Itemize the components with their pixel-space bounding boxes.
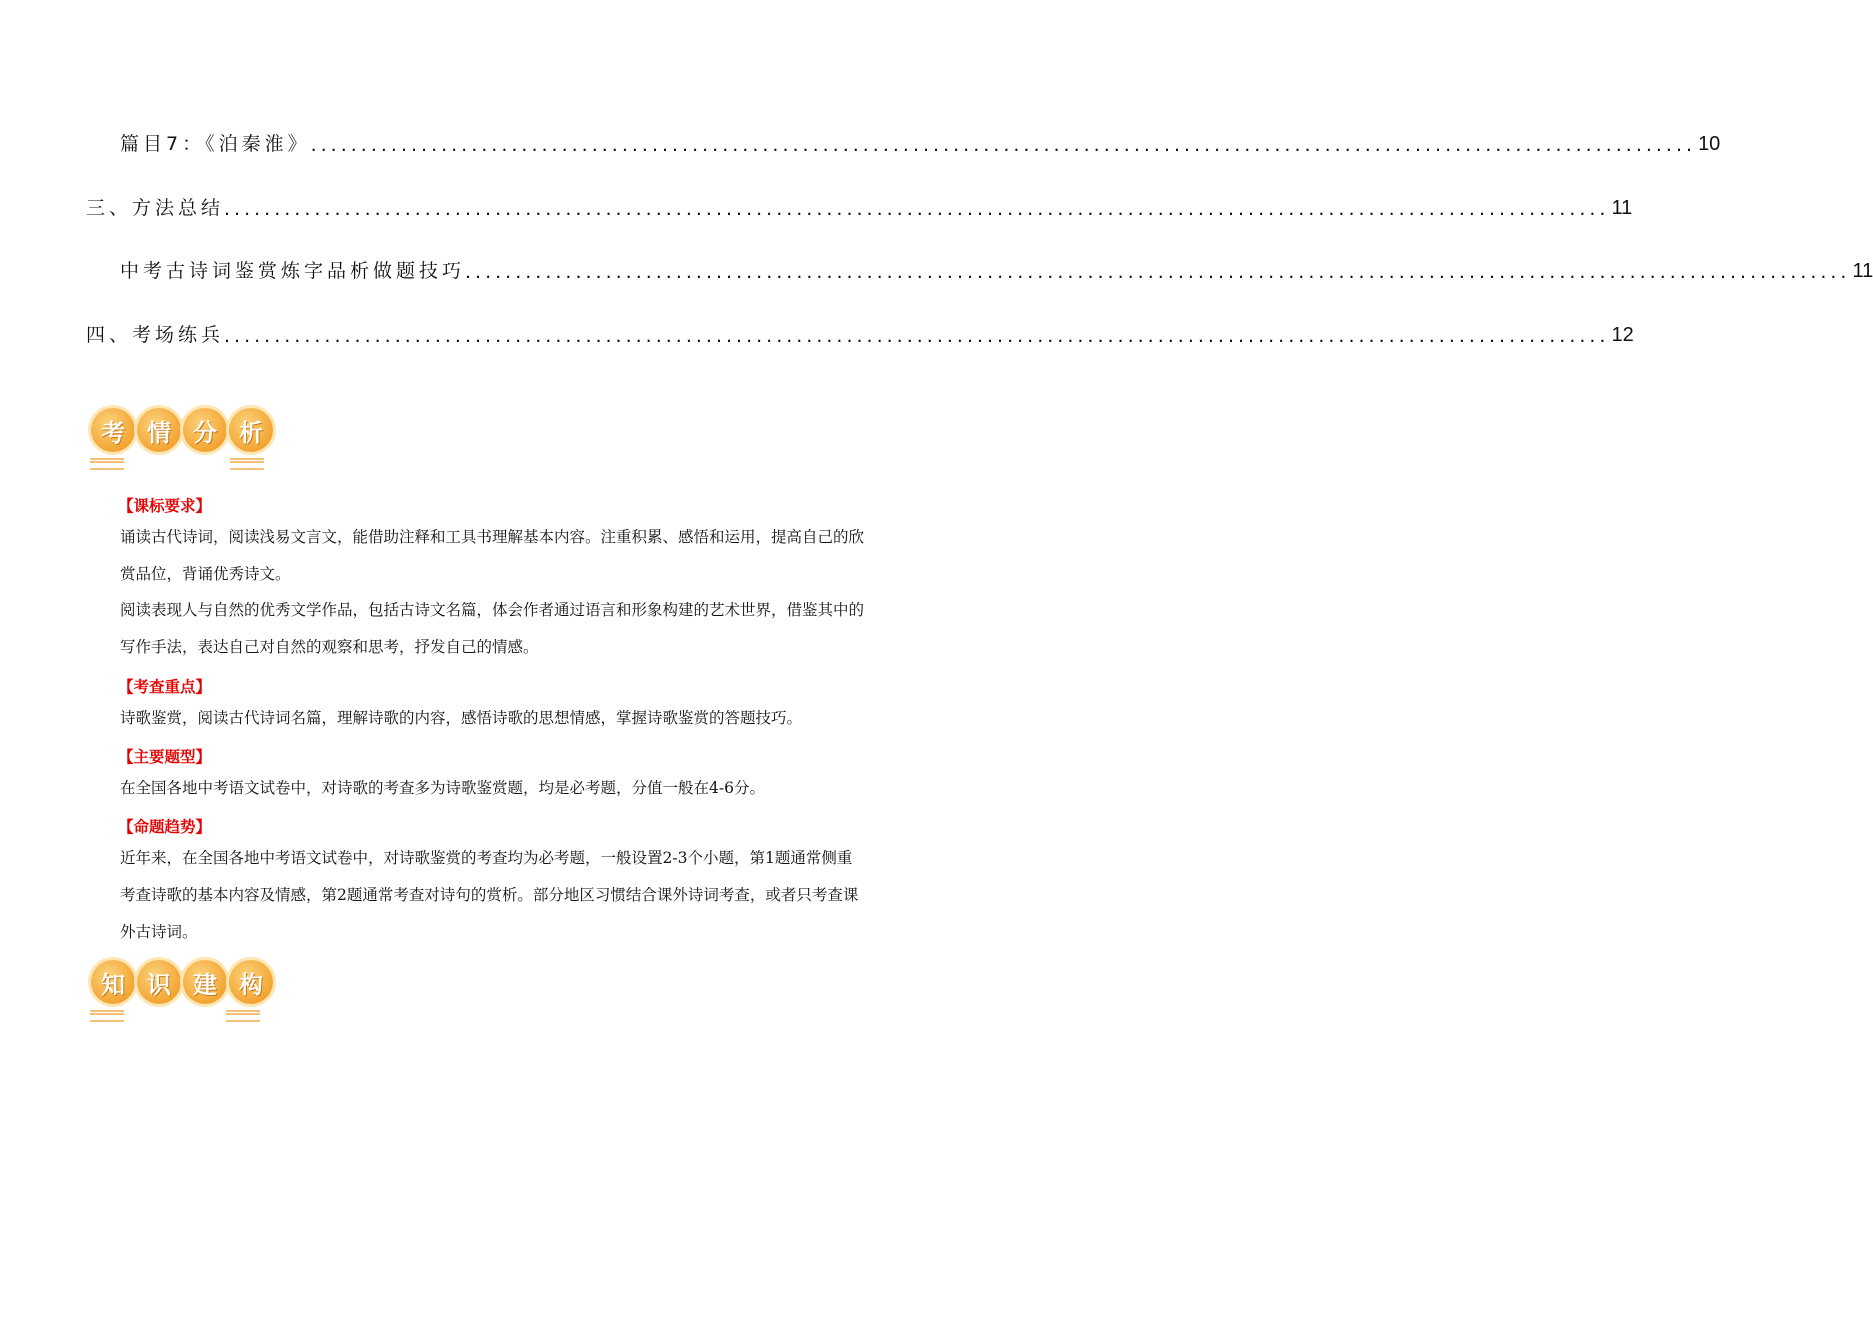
toc-entry[interactable] [120, 251, 1873, 283]
toc-entry-page: 10 [1698, 133, 1721, 155]
section-label: 【考查重点】 [118, 678, 212, 696]
toc-entry[interactable] [86, 315, 1634, 347]
section-banner-knowledge [86, 956, 276, 1022]
paragraph [86, 592, 864, 666]
toc-entry-title: 四、考场练兵 [86, 324, 225, 346]
toc-entry-title: 中考古诗词鉴赏炼字品析做题技巧 [120, 260, 466, 282]
paragraph-text: 阅读表现人与自然的优秀文学作品，包括古诗文名篇，体会作者通过语言和形象构建的艺术世界，借鉴其中的写作手法，表达自己对自然的观察和思考，抒发自己的情感。 [120, 601, 865, 656]
paragraph-text: 诗歌鉴赏，阅读古代诗词名篇，理解诗歌的内容，感悟诗歌的思想情感，掌握诗歌鉴赏的答题技巧。 [120, 709, 803, 727]
banner-char: 识 [137, 960, 181, 1004]
toc-leader-dots: .......................................................................................................................................... [310, 134, 1697, 156]
paragraph-text: 近年来，在全国各地中考语文试卷中，对诗歌鉴赏的考查均为必考题，一般设置2-3个小题，第1题通常侧重考查诗歌的基本内容及情感，第2题通常考查对诗句的赏析。部分地区习惯结合课外诗词考查，或者只考查课外古诗词。 [120, 849, 859, 941]
banner-char: 考 [91, 408, 135, 452]
toc-entry-page: 11 [1852, 260, 1873, 282]
banner-decoration-right [230, 458, 264, 470]
banner-char: 知 [91, 960, 135, 1004]
banner-decoration-left [90, 458, 124, 470]
banner-char: 构 [229, 960, 273, 1004]
banner-char: 情 [137, 408, 181, 452]
toc-entry-page: 11 [1611, 197, 1633, 219]
toc-entry[interactable] [86, 188, 1633, 220]
toc-entry[interactable] [120, 124, 1721, 156]
toc-entry-title: 三、方法总结 [86, 197, 225, 219]
toc-leader-dots: .......................................................................................................................................... [465, 261, 1851, 283]
banner-char: 析 [229, 408, 273, 452]
toc-leader-dots: .......................................................................................................................................... [224, 198, 1610, 220]
banner-char: 分 [183, 408, 227, 452]
section-label: 【命题趋势】 [118, 818, 212, 836]
paragraph-text: 在全国各地中考语文试卷中，对诗歌的考查多为诗歌鉴赏题，均是必考题，分值一般在4-6分。 [120, 779, 765, 797]
banner-char: 建 [183, 960, 227, 1004]
section-banner-analysis [86, 404, 276, 470]
banner-decoration-left [90, 1010, 124, 1022]
section-label: 【主要题型】 [118, 748, 212, 766]
section-label: 【课标要求】 [118, 497, 212, 515]
toc-entry-title: 篇目7：《泊秦淮》 [120, 133, 311, 155]
banner-decoration-right [226, 1010, 260, 1022]
paragraph [86, 770, 864, 807]
paragraph [86, 840, 864, 951]
toc-entry-page: 12 [1611, 324, 1634, 346]
paragraph-text: 诵读古代诗词，阅读浅易文言文，能借助注释和工具书理解基本内容。注重积累、感悟和运用，提高自己的欣赏品位，背诵优秀诗文。 [120, 528, 865, 583]
paragraph [86, 519, 864, 593]
toc-leader-dots: .......................................................................................................................................... [224, 325, 1610, 347]
paragraph [86, 700, 864, 737]
